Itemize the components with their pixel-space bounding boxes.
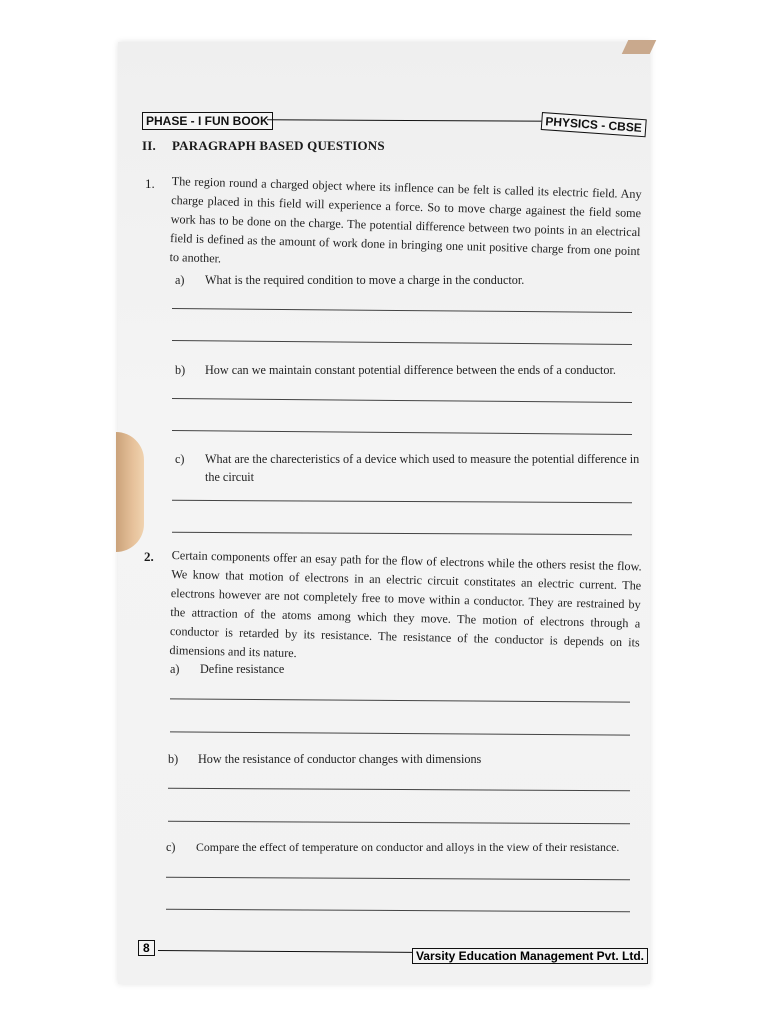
footer-divider bbox=[158, 950, 428, 953]
question-2a bbox=[170, 660, 640, 678]
section-title: PARAGRAPH BASED QUESTIONS bbox=[172, 138, 385, 153]
question-1c-label: c) bbox=[175, 452, 185, 466]
publisher-label: Varsity Education Management Pvt. Ltd. bbox=[412, 948, 648, 964]
question-2a-text: Define resistance bbox=[200, 662, 285, 676]
question-1b bbox=[175, 361, 665, 379]
subject-label: PHYSICS - CBSE bbox=[541, 112, 647, 137]
question-2c-label: c) bbox=[166, 840, 176, 854]
question-2a-label: a) bbox=[170, 662, 180, 676]
question-1-number: 1. bbox=[145, 176, 155, 191]
question-1b-text: How can we maintain constant potential difference between the ends of a conductor. bbox=[205, 363, 616, 377]
page-corner bbox=[622, 40, 657, 54]
question-2c-text: Compare the effect of temperature on conductor and alloys in the view of their resistance. bbox=[196, 840, 620, 854]
question-2b-text: How the resistance of conductor changes with dimensions bbox=[198, 752, 482, 766]
question-2c bbox=[166, 838, 656, 856]
thumb bbox=[116, 432, 144, 552]
question-2-number: 2. bbox=[144, 549, 154, 564]
question-1c-text: What are the charecteristics of a device which used to measure the potential difference in the circuit bbox=[205, 452, 640, 484]
question-2b-label: b) bbox=[168, 752, 179, 766]
section-number: II. bbox=[142, 138, 156, 153]
header-divider bbox=[267, 119, 557, 122]
question-2b bbox=[168, 750, 638, 768]
question-1-paragraph: The region round a charged object where its inflence can be felt is called its electric field. Any charge placed in this field will experience a force. So to move charge againest the field some work has to be done on the charge. The potential difference between two points in an electrical field is defined as the amount of work done in bringing one unit positive charge from one point to another. bbox=[169, 173, 642, 266]
page-number: 8 bbox=[138, 940, 155, 956]
book-title-label: PHASE - I FUN BOOK bbox=[142, 112, 273, 130]
page-footer bbox=[138, 940, 648, 970]
question-1c bbox=[175, 450, 645, 486]
question-1a-text: What is the required condition to move a charge in the conductor. bbox=[205, 273, 525, 287]
question-1a bbox=[175, 271, 645, 289]
question-2-paragraph: Certain components offer an esay path for the flow of electrons while the others resist the flow. We know that motion of electrons in an electric circuit constitates an electric current. The electrons however are not completely free to move within a conductor. They are restrained by the attraction of the atoms among which they move. The motion of electrons through a conductor is retarded by its resistance. The resistance of the conductor is depends on its dimensions and its nature. bbox=[169, 547, 642, 661]
question-1a-label: a) bbox=[175, 273, 185, 287]
question-1b-label: b) bbox=[175, 363, 186, 377]
section-heading bbox=[142, 138, 385, 154]
